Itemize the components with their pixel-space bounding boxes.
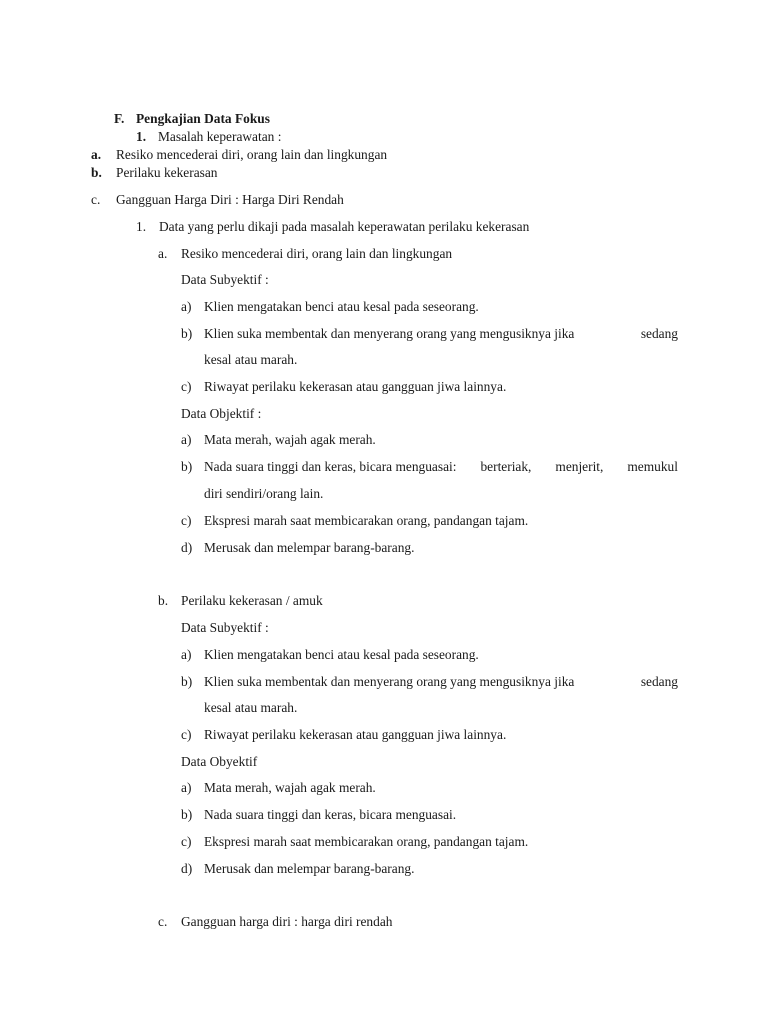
sub-b-title: Perilaku kekerasan / amuk [181,593,323,608]
sub-b-obyektif-a-text: Mata merah, wajah agak merah. [204,780,376,795]
sub-a-subyektif-b-marker: b) [181,326,193,341]
sub-a-subyektif-b-text: Klien suka membentak dan menyerang orang yang mengusiknya jika [204,326,575,341]
sub-b-obyektif-d-marker: d) [181,861,193,876]
sub-b-subyektif-b-text-end: sedang [640,674,678,689]
sub-a-objektif-b-word-4: memukul [627,459,678,474]
sub-a-objektif-b-word-3: menjerit, [555,459,604,474]
sub-b-obyektif-c-text: Ekspresi marah saat membicarakan orang, pandangan tajam. [204,834,529,849]
sub-b-obyektif-b-marker: b) [181,807,193,822]
sub-a-subyektif-b-text-end: sedang [640,326,678,341]
sub-a-subyektif-b-line [204,326,678,342]
sub-b-subyektif-b-line [204,674,678,690]
sub-a-objektif-b-marker: b) [181,459,193,474]
sub-a-objektif-d-text: Merusak dan melempar barang-barang. [204,540,415,555]
sub-b-obyektif-a-marker: a) [181,780,192,795]
sub-a-objektif-label: Data Objektif : [181,406,262,421]
sub-b-subyektif-b-marker: b) [181,674,193,689]
masalah-item-b-marker: b. [91,165,102,180]
masalah-item-c-text: Gangguan Harga Diri : Harga Diri Rendah [116,192,344,207]
masalah-label: Masalah keperawatan : [158,129,282,144]
sub-b-obyektif-b-text: Nada suara tinggi dan keras, bicara menguasai. [204,807,457,822]
sub-a-marker: a. [158,246,168,261]
sub-a-subyektif-b-cont: kesal atau marah. [204,352,298,367]
sub-b-subyektif-b-cont: kesal atau marah. [204,700,298,715]
section-title: Pengkajian Data Fokus [136,111,270,126]
sub-b-obyektif-d-text: Merusak dan melempar barang-barang. [204,861,415,876]
section-marker: F. [114,111,125,126]
sub-a-objektif-a-text: Mata merah, wajah agak merah. [204,432,376,447]
data-heading-marker: 1. [136,219,147,234]
masalah-item-a-marker: a. [91,147,102,162]
sub-a-subyektif-a-marker: a) [181,299,192,314]
sub-b-subyektif-c-text: Riwayat perilaku kekerasan atau gangguan jiwa lainnya. [204,727,507,742]
sub-a-objektif-c-marker: c) [181,513,192,528]
sub-a-objektif-b-text: Nada suara tinggi dan keras, bicara menguasai: [204,459,457,474]
sub-a-objektif-d-marker: d) [181,540,193,555]
sub-b-subyektif-b-text: Klien suka membentak dan menyerang orang yang mengusiknya jika [204,674,575,689]
sub-c-title: Gangguan harga diri : harga diri rendah [181,914,393,929]
masalah-item-a-text: Resiko mencederai diri, orang lain dan lingkungan [116,147,388,162]
sub-b-subyektif-label: Data Subyektif : [181,620,269,635]
sub-a-objektif-a-marker: a) [181,432,192,447]
sub-b-subyektif-a-text: Klien mengatakan benci atau kesal pada seseorang. [204,647,479,662]
sub-b-marker: b. [158,593,169,608]
sub-a-objektif-b-word-2: berteriak, [480,459,532,474]
sub-a-objektif-c-text: Ekspresi marah saat membicarakan orang, pandangan tajam. [204,513,529,528]
sub-a-subyektif-a-text: Klien mengatakan benci atau kesal pada seseorang. [204,299,479,314]
sub-b-subyektif-a-marker: a) [181,647,192,662]
sub-b-subyektif-c-marker: c) [181,727,192,742]
sub-a-title: Resiko mencederai diri, orang lain dan lingkungan [181,246,453,261]
data-heading-text: Data yang perlu dikaji pada masalah keperawatan perilaku kekerasan [159,219,530,234]
sub-a-objektif-b-line [204,459,678,475]
sub-c-marker: c. [158,914,168,929]
masalah-item-b-text: Perilaku kekerasan [116,165,218,180]
sub-a-objektif-b-cont: diri sendiri/orang lain. [204,486,324,501]
masalah-marker: 1. [136,129,147,144]
sub-a-subyektif-c-text: Riwayat perilaku kekerasan atau gangguan jiwa lainnya. [204,379,507,394]
sub-a-subyektif-label: Data Subyektif : [181,272,269,287]
sub-b-obyektif-c-marker: c) [181,834,192,849]
sub-b-obyektif-label: Data Obyektif [181,754,258,769]
sub-a-subyektif-c-marker: c) [181,379,192,394]
masalah-item-c-marker: c. [91,192,101,207]
